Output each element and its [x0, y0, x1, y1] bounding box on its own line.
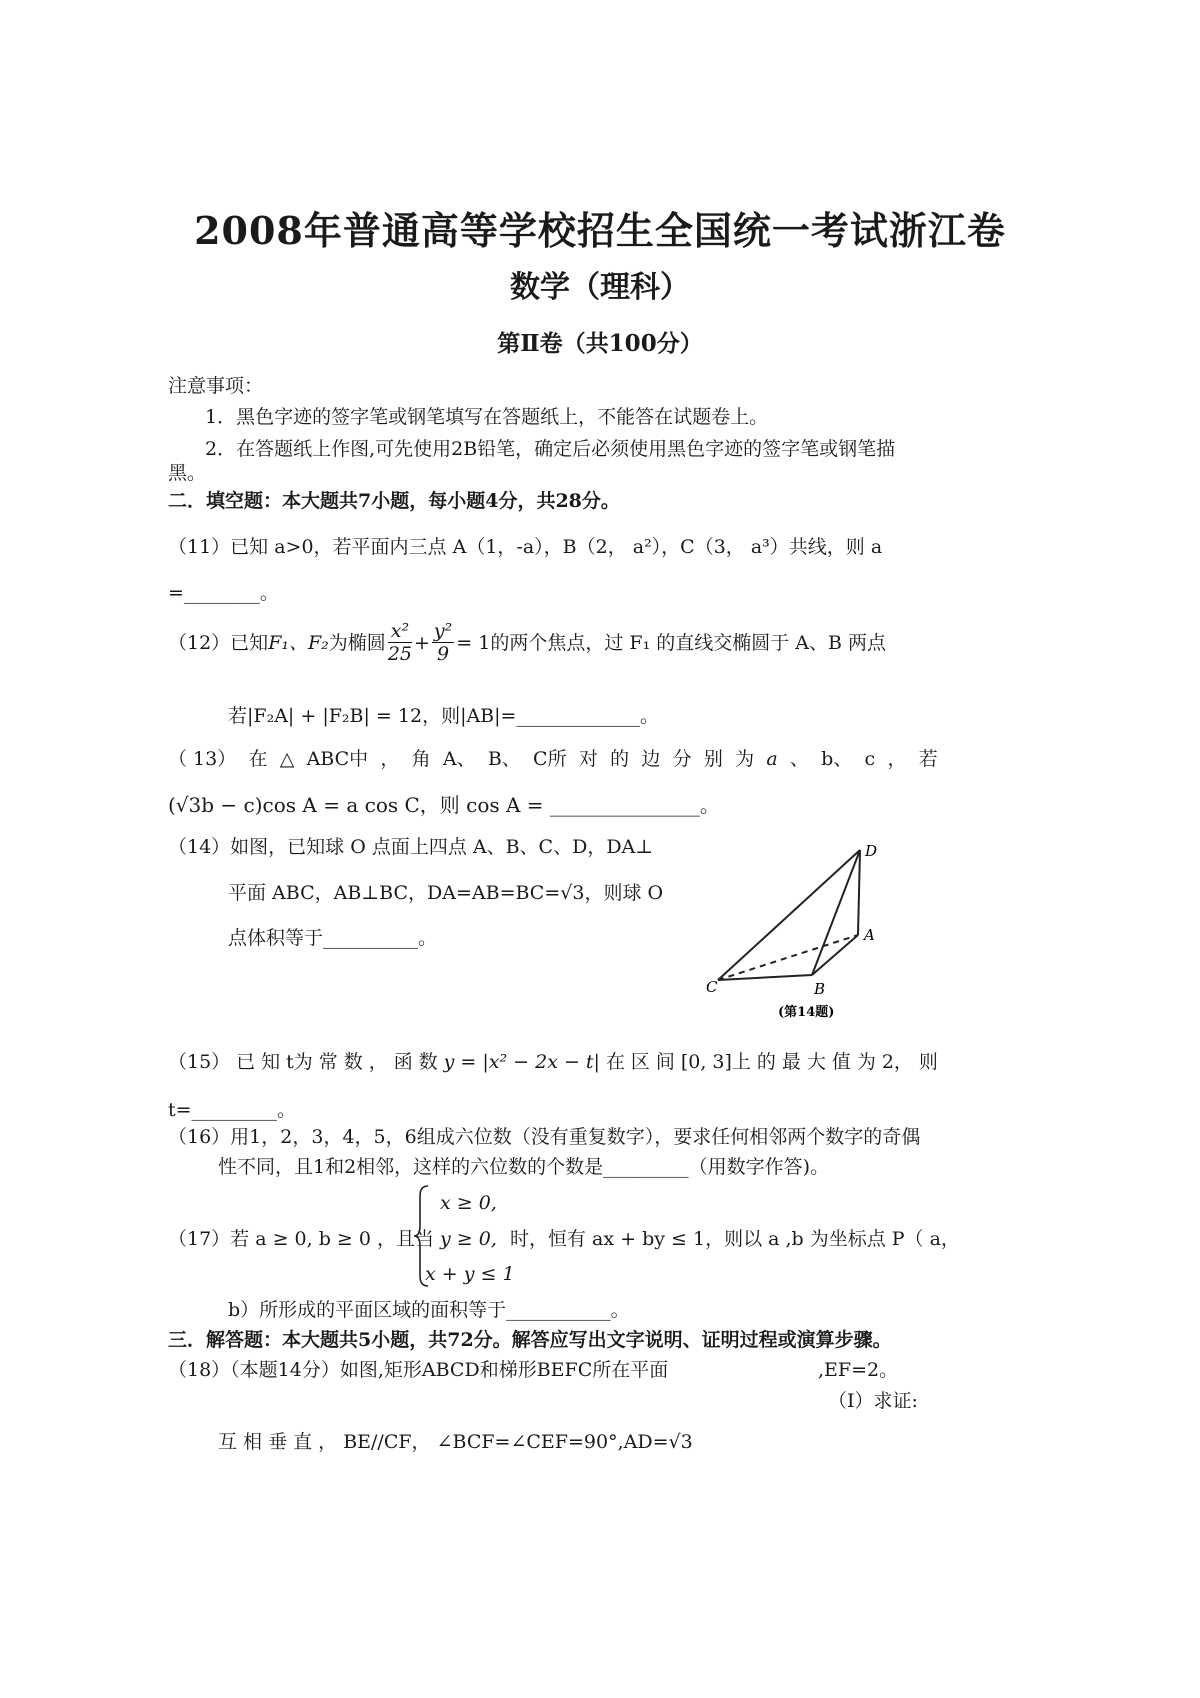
q15-w12: 间 [655, 1051, 675, 1073]
q13-w11: 边 [641, 748, 661, 770]
q15-w3: t为 [286, 1051, 313, 1073]
q15-w10: 在 [605, 1051, 625, 1073]
q18-line1: （18）（本题14分）如图,矩形ABCD和梯形BEFC所在平面 [168, 1359, 669, 1381]
notes-heading: 注意事项： [168, 375, 264, 397]
q17-suffix: 时，恒有 ax + by ≤ 1，则以 a ,b 为坐标点 P（ a， [510, 1228, 960, 1250]
volume-title: 第Ⅱ卷（共100分） [497, 330, 703, 357]
q15-w8: 数 [418, 1051, 438, 1073]
q12-plus: + [414, 631, 430, 654]
section-2-heading: 二．填空题：本大题共7小题，每小题4分，共28分。 [168, 490, 620, 512]
section-3-heading: 三．解答题：本大题共5小题，共72分。解答应写出文字说明、证明过程或演算步骤。 [168, 1329, 892, 1351]
q13-w16: 、 [789, 748, 809, 770]
q15-w19: 为 [856, 1051, 876, 1073]
q13-w20: 若 [918, 748, 938, 770]
q12-prefix: （12）已知 [168, 631, 269, 654]
note-item-2: 2．在答题纸上作图,可先使用2B铅笔，确定后必须使用黑色字迹的签字笔或钢笔描 [205, 438, 896, 460]
q13-w7: B、 [487, 748, 521, 770]
q13-w17: b、 [821, 748, 853, 770]
q18-part-1: （Ⅰ）求证: [828, 1390, 918, 1412]
figure-caption: (第14题) [778, 1005, 835, 1020]
q18-line2: 互 相 垂 直 ， BE//CF， ∠BCF=∠CEF=90°,AD=√3 [218, 1431, 693, 1453]
q12-den-9: 9 [437, 643, 450, 665]
q14-line1: （14）如图，已知球 O 点面上四点 A、B、C、D，DA⊥ [168, 836, 654, 858]
q13-w1: 在 [248, 748, 268, 770]
q17-condition-2: y ≥ 0, [440, 1228, 497, 1250]
q15-line2: t=_________。 [168, 1099, 297, 1121]
q15-w17: 大 [806, 1051, 826, 1073]
q16-line1: （16）用1，2，3，4，5，6组成六位数（没有重复数字），要求任何相邻两个数字的奇偶 [168, 1126, 921, 1148]
q15-w6: ， [368, 1051, 388, 1073]
q13-w3: ABC中 [306, 748, 369, 770]
q15-w7: 函 [393, 1051, 413, 1073]
q15-line1 [168, 1049, 938, 1075]
label-B: B [814, 980, 826, 998]
q13-w5: 角 [411, 748, 431, 770]
q13-w4: ， [380, 748, 400, 770]
q12-num-x: x² [388, 620, 412, 643]
q15-w4: 常 [318, 1051, 338, 1073]
q15-w5: 数 [343, 1051, 363, 1073]
q12-line1 [168, 620, 886, 665]
exam-title: 2008年普通高等学校招生全国统一考试浙江卷 [194, 208, 1006, 253]
edge-BD [812, 850, 860, 975]
q13-w18: c [864, 748, 876, 770]
q11-line2: =________。 [168, 582, 279, 604]
q13-w9: 对 [578, 748, 598, 770]
q14-line3: 点体积等于__________。 [228, 927, 438, 949]
q15-w16: 最 [781, 1051, 801, 1073]
q13-w8: C所 [533, 748, 567, 770]
q13-w15: a [766, 748, 778, 770]
q15-w13: [0, [680, 1051, 707, 1073]
q18-line1-end: ,EF=2。 [818, 1359, 899, 1381]
q12-eq: = 1 [456, 631, 491, 654]
q13-w14: 为 [735, 748, 755, 770]
q14-figure [700, 832, 900, 1032]
label-C: C [706, 978, 718, 996]
q15-w18: 值 [831, 1051, 851, 1073]
q13-w0: （ 13） [168, 748, 237, 770]
q12-mid: 为椭圆 [328, 631, 386, 654]
q16-line2: 性不同，且1和2相邻，这样的六位数的个数是_________（用数字作答)。 [218, 1156, 830, 1178]
q11-line1: （11）已知 a>0，若平面内三点 A（1，-a），B（2， a²），C（3， a³）共线，则 a [168, 536, 883, 558]
q15-w20: 2， [881, 1051, 913, 1073]
q15-w11: 区 [630, 1051, 650, 1073]
q13-w12: 分 [672, 748, 692, 770]
q12-den-25: 25 [387, 643, 412, 665]
q14-line2: 平面 ABC，AB⊥BC，DA=AB=BC=√3，则球 O [228, 882, 664, 904]
q15-formula: y = |x² − 2x − t| [443, 1051, 600, 1073]
q12-foci: F₁、F₂ [268, 631, 329, 654]
q15-w1: 已 [236, 1051, 256, 1073]
q13-w19: ， [887, 748, 907, 770]
q15-w21: 则 [918, 1051, 938, 1073]
q13-w13: 别 [703, 748, 723, 770]
q17-prefix: （17）若 a ≥ 0, b ≥ 0 ，且当 [168, 1228, 435, 1250]
note-item-1: 1．黑色字迹的签字笔或钢笔填写在答题纸上，不能答在试题卷上。 [205, 406, 769, 428]
label-A: A [864, 926, 875, 944]
q17-condition-3: x + y ≤ 1 [425, 1263, 515, 1285]
q13-line1 [168, 746, 938, 772]
q17-line2: b）所形成的平面区域的面积等于___________。 [228, 1299, 630, 1321]
q15-w15: 的 [756, 1051, 776, 1073]
q13-w10: 的 [610, 748, 630, 770]
q13-line2: (√3b − c)cos A = a cos C，则 cos A = _______________。 [168, 793, 720, 817]
q12-line2: 若|F₂A| + |F₂B| = 12，则|AB|=_____________。 [228, 705, 659, 727]
q17-condition-1: x ≥ 0, [440, 1192, 497, 1214]
q15-w14: 3]上 [712, 1051, 751, 1073]
q12-num-y: y² [433, 620, 453, 642]
edge-CA-dashed [718, 935, 858, 980]
q12-suffix: 的两个焦点，过 F₁ 的直线交椭圆于 A、B 两点 [490, 631, 886, 654]
q12-fraction-y [432, 620, 454, 665]
q15-w2: 知 [261, 1051, 281, 1073]
label-D: D [865, 842, 878, 860]
q12-fraction-x [388, 620, 412, 665]
subject-title: 数学（理科） [510, 270, 690, 305]
note-item-2-cont: 黑。 [168, 462, 207, 484]
edge-AD [858, 850, 860, 935]
q13-w2: △ [279, 748, 295, 770]
q15-w0: （15） [168, 1051, 231, 1073]
edge-CD [718, 850, 860, 980]
q13-w6: A、 [442, 748, 476, 770]
